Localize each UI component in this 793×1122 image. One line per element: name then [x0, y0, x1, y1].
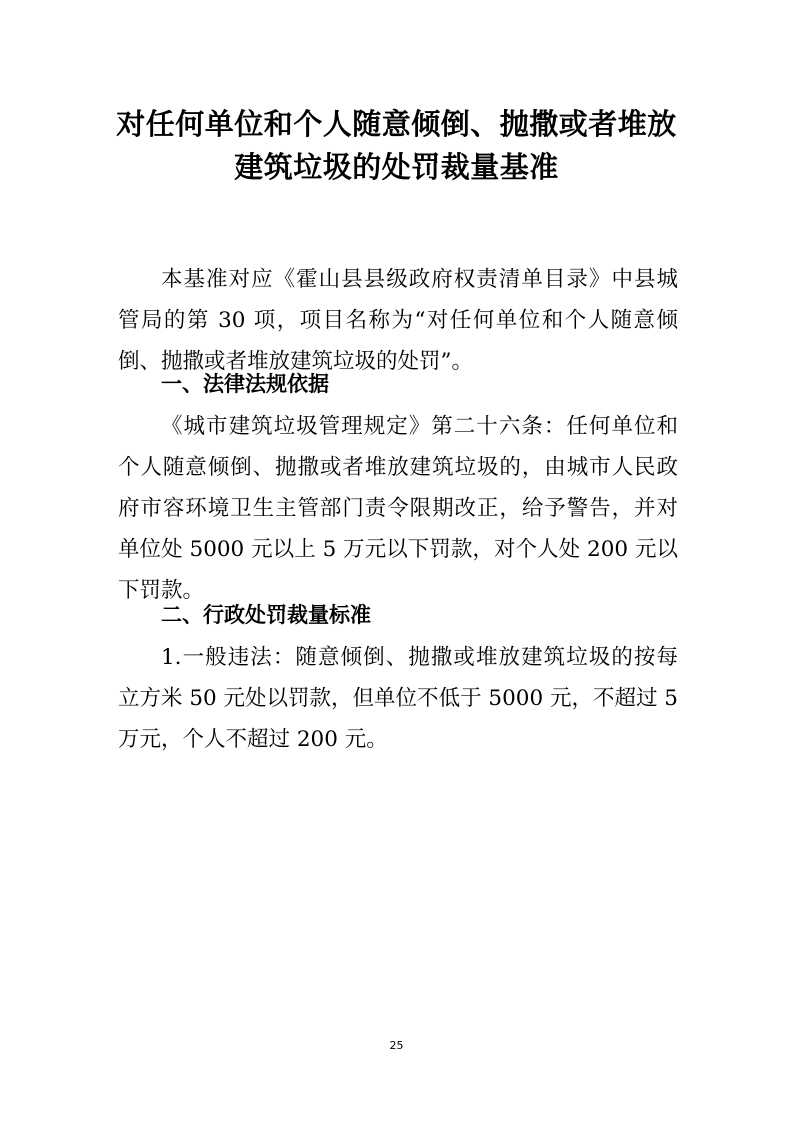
intro-line: 本基准对应《霍山县县级政府权责清单目录》中县城 [161, 267, 678, 292]
intro-line: 管局的第 30 项，项目名称为“对任何单位和个人随意倾 [118, 308, 678, 333]
section-1-line: 下罚款。 [118, 578, 205, 603]
section-1-paragraph [118, 406, 678, 611]
section-1-line: 《城市建筑垃圾管理规定》第二十六条：任何单位和 [161, 414, 678, 439]
section-2-paragraph [118, 637, 678, 760]
title-line-2: 建筑垃圾的处罚裁量基准 [234, 150, 559, 184]
title-line-1: 对任何单位和个人随意倾倒、抛撒或者堆放 [116, 107, 677, 141]
section-2-line: 1.一般违法：随意倾倒、抛撒或堆放建筑垃圾的按每 [161, 645, 678, 670]
section-1-heading: 一、法律法规依据 [161, 372, 329, 396]
section-1-line: 单位处 5000 元以上 5 万元以下罚款，对个人处 200 元以 [118, 537, 678, 562]
section-2-heading: 二、行政处罚裁量标准 [161, 603, 371, 627]
section-1-line: 府市容环境卫生主管部门责令限期改正，给予警告，并对 [118, 496, 678, 521]
section-1-line: 个人随意倾倒、抛撒或者堆放建筑垃圾的，由城市人民政 [118, 455, 678, 480]
section-2-line: 立方米 50 元处以罚款，但单位不低于 5000 元，不超过 5 [118, 686, 678, 711]
section-1-heading-block [118, 364, 678, 405]
intro-line: 倒、抛撒或者堆放建筑垃圾的处罚”。 [118, 349, 473, 374]
section-2-heading-block [118, 595, 678, 636]
section-2-line: 万元，个人不超过 200 元。 [118, 727, 388, 752]
page-number: 25 [389, 1039, 404, 1052]
